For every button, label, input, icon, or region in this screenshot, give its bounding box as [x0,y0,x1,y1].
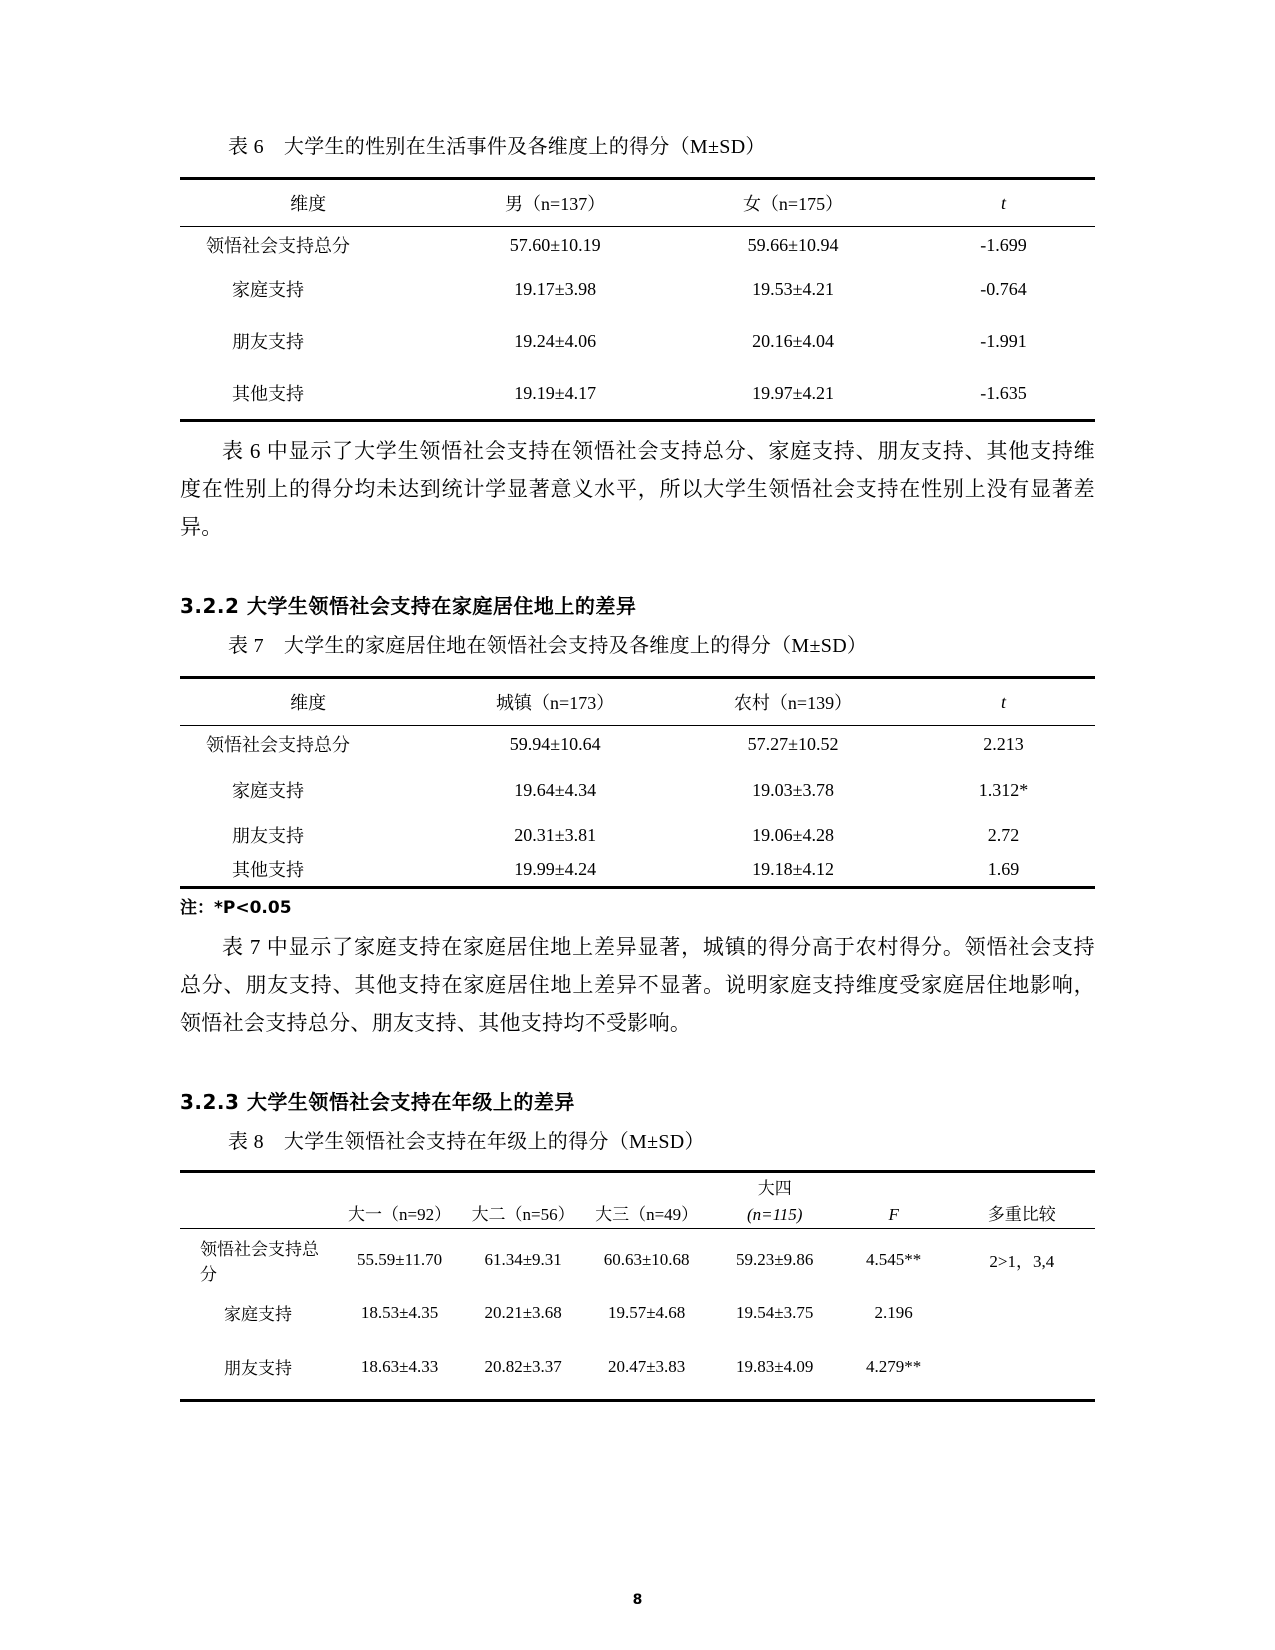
table8-row0-posthoc: 2>1，3,4 [989,1252,1055,1272]
table-row [180,367,1095,421]
table8-header-dimension [180,1199,336,1228]
table7-row0-town: 59.94±10.64 [509,733,601,754]
table6-row1-male: 19.17±3.98 [514,278,597,299]
table8-header-row [180,1199,1095,1228]
table-row [180,263,1095,315]
table7-row3-town: 19.99±4.24 [436,852,674,888]
table6-row2-t: -1.991 [980,330,1027,351]
table8-row2-grade3: 20.47±3.83 [583,1335,711,1401]
table8-caption-label: 表 8 [228,1131,264,1153]
table6-row2-female: 20.16±4.04 [752,330,834,351]
table7-row1-dimension: 家庭支持 [232,781,304,801]
table8-header-grade1: 大一（n=92） [348,1205,452,1224]
table7-row1-town: 19.64±4.34 [514,779,597,800]
table8-row1-grade1: 18.53±4.35 [360,1302,439,1322]
table6-header-female: 女（n=175） [674,179,912,227]
table7 [180,676,1095,889]
table6-row3-t: -1.635 [912,367,1095,421]
table7-row2-town: 20.31±3.81 [514,824,597,845]
table6-row3-dimension: 其他支持 [180,367,436,421]
table8-caption-text: 大学生领悟社会支持在年级上的得分（M±SD） [283,1131,705,1153]
table7-header-town: 城镇（n=173） [436,678,674,726]
table7-row3-rural: 19.18±4.12 [674,852,912,888]
table8-header-top-row [180,1172,1095,1200]
table8-header-grade4-top: 大四 [711,1172,839,1200]
table7-header-dimension: 维度 [180,678,436,726]
table-row [180,1291,1095,1335]
table8-header-grade4-bottom: (n=115) [746,1205,803,1224]
table7-header-rural: 农村（n=139） [674,678,912,726]
table8-row1-f: 2.196 [874,1302,913,1322]
table8-header-grade2: 大二（n=56） [471,1205,575,1224]
table-row [180,726,1095,763]
table8-row0-f: 4.545** [866,1249,922,1269]
table8-row1-dimension: 家庭支持 [224,1305,292,1324]
table7-row2-dimension: 朋友支持 [232,826,304,846]
table6-row2-male: 19.24±4.06 [514,330,597,351]
table8-row0-grade1: 55.59±11.70 [356,1249,443,1269]
table8-header-posthoc: 多重比较 [987,1205,1056,1224]
table7-row1-rural: 19.03±3.78 [752,779,834,800]
heading-3-2-2: 3.2.2 大学生领悟社会支持在家庭居住地上的差异 [180,594,637,618]
table7-header-t: t [912,678,1095,726]
table8-row2-f: 4.279** [839,1335,949,1401]
table6-row0-female: 59.66±10.94 [747,234,839,255]
table7-row0-rural: 57.27±10.52 [747,733,839,754]
table6-row1-t: -0.764 [980,278,1027,299]
table6-header-row [180,179,1095,227]
table7-row0-t: 2.213 [983,733,1024,754]
table7-caption [228,629,1095,658]
table8-header-grade3: 大三（n=49） [595,1205,699,1224]
table8-row1-posthoc [949,1291,1095,1335]
table8-row2-grade4: 19.83±4.09 [711,1335,839,1401]
table-row [180,227,1095,264]
table8-row0-grade3: 60.63±10.68 [603,1249,690,1269]
table7-row1-t: 1.312* [978,779,1029,800]
table6-header-t: t [912,179,1095,227]
table6-row0-dimension: 领悟社会支持总分 [206,236,350,256]
table-row [180,315,1095,367]
table8-row1-grade3: 19.57±4.68 [607,1302,686,1322]
paragraph-table6-analysis: 表 6 中显示了大学生领悟社会支持在领悟社会支持总分、家庭支持、朋友支持、其他支持维度在性别上的得分均未达到统计学显著意义水平，所以大学生领悟社会支持在性别上没有显著差异。 [180,439,1095,539]
heading-3-2-3: 3.2.3 大学生领悟社会支持在年级上的差异 [180,1090,575,1114]
table7-row2-t: 2.72 [987,824,1020,845]
table7-caption-text: 大学生的家庭居住地在领悟社会支持及各维度上的得分（M±SD） [283,635,868,657]
table8 [180,1170,1095,1402]
table6-row0-male: 57.60±10.19 [509,234,601,255]
table7-caption-label: 表 7 [228,635,264,657]
table6-row1-dimension: 家庭支持 [232,280,304,300]
table6 [180,177,1095,422]
table7-row3-dimension: 其他支持 [180,852,436,888]
table8-header-f: F [888,1205,899,1224]
table-row [180,1335,1095,1401]
table-row [180,762,1095,818]
table8-row2-grade1: 18.63±4.33 [336,1335,464,1401]
table-row [180,1229,1095,1291]
table6-caption-text: 大学生的性别在生活事件及各维度上的得分（M±SD） [283,136,766,158]
table6-row1-female: 19.53±4.21 [752,278,834,299]
table8-row0-grade4: 59.23±9.86 [736,1249,814,1269]
table8-row2-grade2: 20.82±3.37 [464,1335,583,1401]
table7-note: 注：*P<0.05 [180,898,292,918]
table6-caption [228,130,1095,159]
table6-row3-male: 19.19±4.17 [436,367,674,421]
table-row [180,818,1095,852]
table6-header-dimension: 维度 [180,179,436,227]
table6-row3-female: 19.97±4.21 [674,367,912,421]
table6-header-male: 男（n=137） [436,179,674,227]
table6-row2-dimension: 朋友支持 [232,332,304,352]
paragraph-table7-analysis: 表 7 中显示了家庭支持在家庭居住地上差异显著，城镇的得分高于农村得分。领悟社会支持总分、朋友支持、其他支持在家庭居住地上差异不显著。说明家庭支持维度受家庭居住地影响，领悟社会支持总分、朋友支持、其他支持均不受影响。 [180,935,1095,1035]
table7-header-row [180,678,1095,726]
table7-row3-t: 1.69 [912,852,1095,888]
table8-row1-grade2: 20.21±3.68 [484,1302,562,1322]
table7-row0-dimension: 领悟社会支持总分 [206,735,350,755]
table-row [180,852,1095,888]
table8-row2-posthoc [949,1335,1095,1401]
table8-row0-dimension: 领悟社会支持总分 [200,1239,319,1284]
table8-row0-grade2: 61.34±9.31 [484,1249,562,1269]
table6-caption-label: 表 6 [228,136,264,158]
page-number: 8 [632,1592,643,1608]
table6-row0-t: -1.699 [980,234,1027,255]
table8-row1-grade4: 19.54±3.75 [736,1302,814,1322]
table8-row2-dimension: 朋友支持 [180,1335,336,1401]
table7-row2-rural: 19.06±4.28 [752,824,834,845]
table8-caption [228,1125,1095,1154]
